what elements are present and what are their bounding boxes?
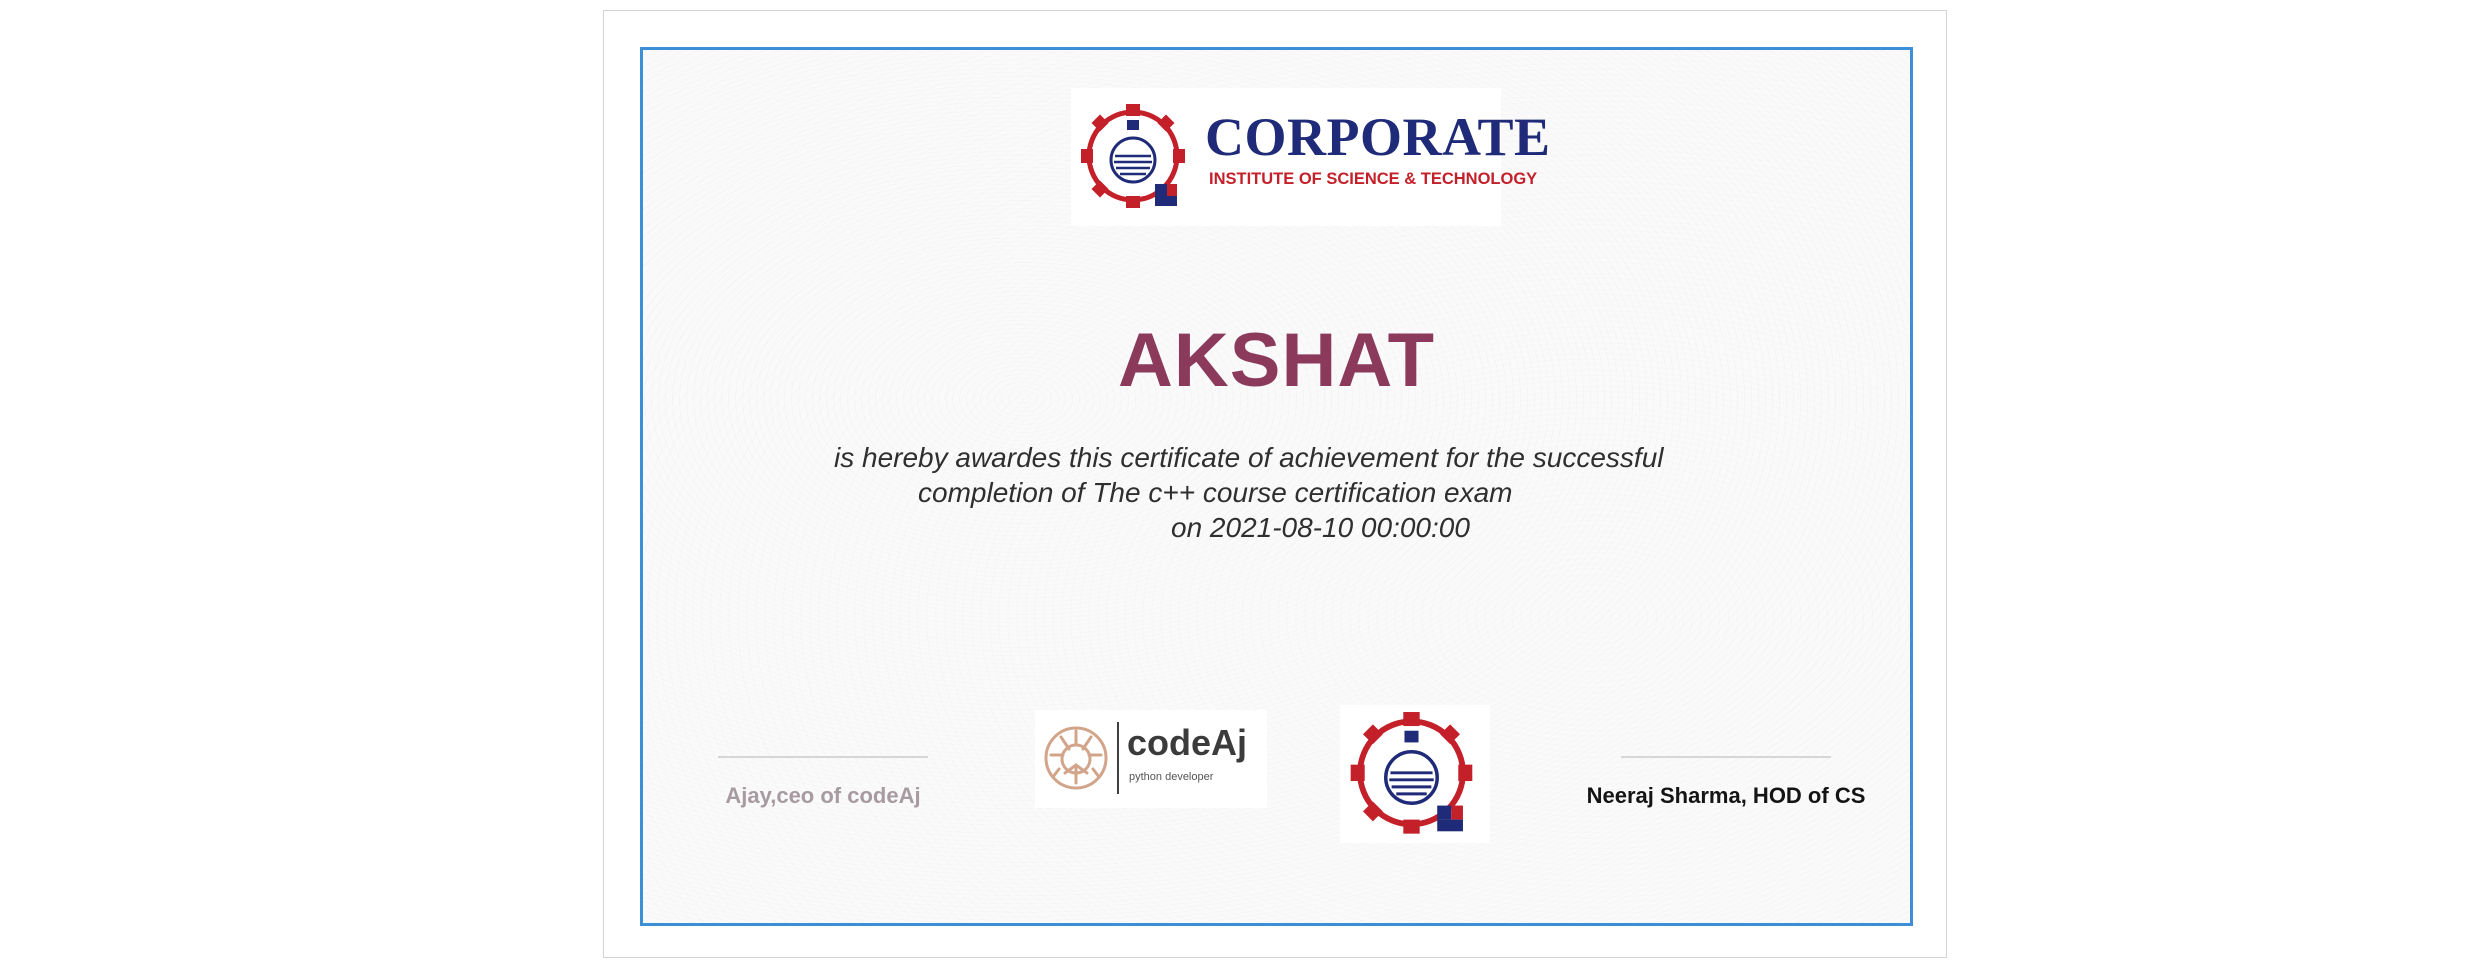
certificate-sheet [603, 10, 1947, 958]
statement-line-2: completion of The c++ course certification exam [918, 477, 1513, 508]
codeaj-brand: codeAj [1127, 722, 1248, 763]
recipient-name: AKSHAT [1117, 318, 1435, 403]
statement-line-1: is hereby awardes this certificate of achievement for the successful [834, 442, 1664, 473]
institute-subtitle: INSTITUTE OF SCIENCE & TECHNOLOGY [1209, 170, 1538, 188]
gear-emblem-icon [1344, 705, 1486, 843]
certificate-frame [640, 47, 1913, 926]
maze-logo-icon [1041, 723, 1111, 793]
gear-emblem-icon [1077, 98, 1195, 216]
signature-line-right [1621, 756, 1831, 758]
codeaj-logo [1035, 710, 1267, 808]
signatory-left: Ajay,ceo of codeAj [725, 783, 921, 808]
signatory-right: Neeraj Sharma, HOD of CS [1586, 783, 1866, 808]
logo-divider [1117, 722, 1119, 794]
institute-name: CORPORATE [1205, 107, 1551, 167]
signature-line-left [718, 756, 928, 758]
society-seal [1340, 705, 1490, 843]
institute-logo [1071, 88, 1551, 226]
codeaj-tagline: python developer [1129, 771, 1214, 783]
statement-line-3: on 2021-08-10 00:00:00 [1171, 512, 1470, 543]
